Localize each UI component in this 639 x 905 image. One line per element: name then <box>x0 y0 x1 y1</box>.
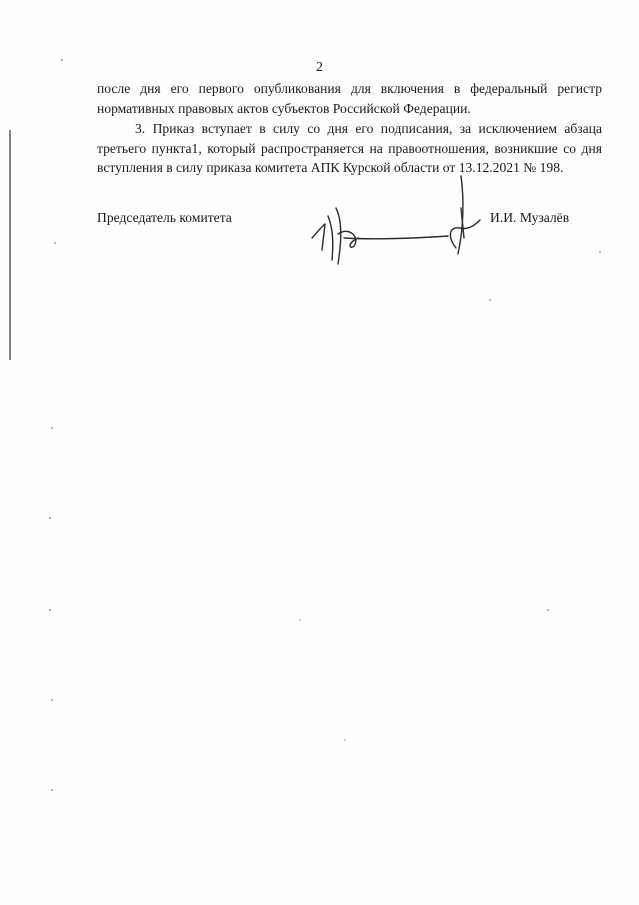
signer-name: И.И. Музалёв <box>490 210 570 225</box>
signature-stroke <box>328 216 333 260</box>
paragraph-3: 3. Приказ вступает в силу со дня его подписания, за исключением абзаца третьего пункта1, который распространяется на правоотношения, возникшие со дня вступления в силу приказа комитета АПК Курской области от 13.12.2021 № 198. <box>97 121 602 175</box>
page-number: 2 <box>316 60 323 75</box>
paragraph-continuation-block <box>97 79 602 118</box>
signature-stroke <box>312 224 325 250</box>
signer-title: Председатель комитета <box>97 210 232 225</box>
signature-stroke <box>344 236 448 239</box>
signature-stroke <box>336 208 341 264</box>
signature-stroke <box>450 220 480 248</box>
handwritten-signature <box>298 168 498 268</box>
paragraph-continuation: после дня его первого опубликования для включения в федеральный регистр нормативных правовых актов субъектов Российской Федерации. <box>97 81 602 116</box>
